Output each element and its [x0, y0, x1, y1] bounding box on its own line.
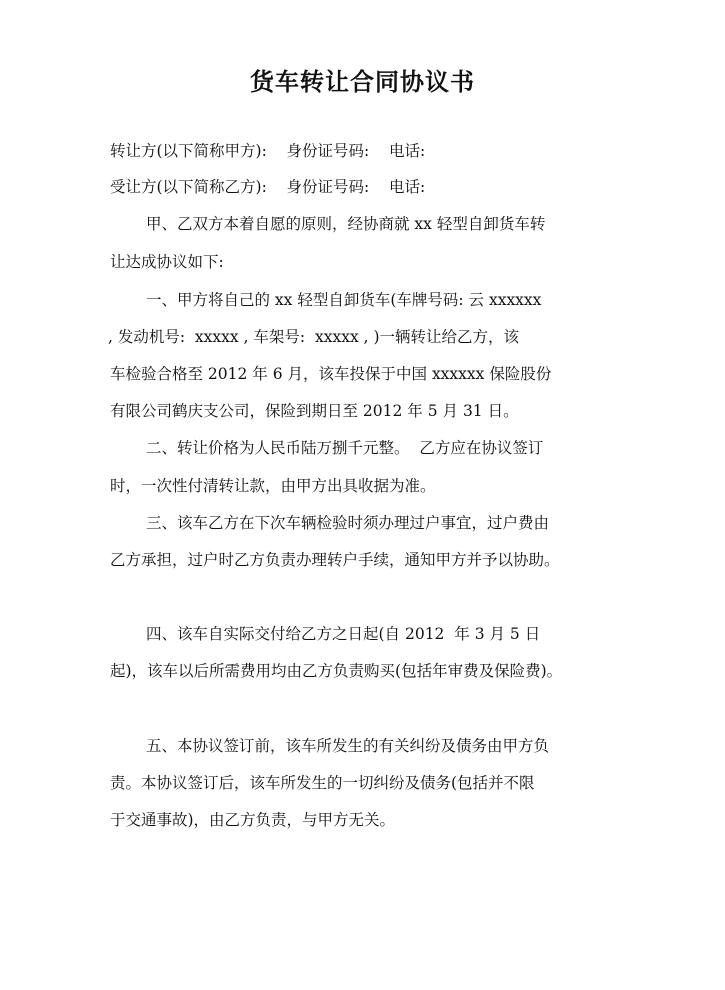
clause1-line-3: 车检验合格至 2012 年 6 月，该车投保于中国 xxxxxx 保险股份: [110, 365, 552, 383]
intro-line-2: 让达成协议如下:: [110, 253, 224, 271]
transferee-line: 受让方(以下简称乙方): 身份证号码: 电话:: [110, 178, 426, 196]
clause2-line-2: 时，一次性付清转让款，由甲方出具收据为准。: [110, 477, 436, 495]
clause1-line-4: 有限公司鹤庆支公司，保险到期日至 2012 年 5 月 31 日。: [110, 402, 519, 420]
document-title: 货车转让合同协议书: [250, 67, 475, 96]
clause1-line-2: , 发动机号: xxxxx , 车架号: xxxxx , )一辆转让给乙方，该: [108, 328, 520, 346]
clause5-line-1: 五、本协议签订前，该车所发生的有关纠纷及债务由甲方负: [146, 737, 550, 755]
clause3-line-2: 乙方承担，过户时乙方负责办理转户手续，通知甲方并予以协助。: [110, 551, 560, 569]
intro-line-1: 甲、乙双方本着自愿的原则，经协商就 xx 轻型自卸货车转: [146, 215, 546, 233]
clause5-line-3: 于交通事故)，由乙方负责，与甲方无关。: [110, 811, 396, 829]
clause4-line-2: 起)，该车以后所需费用均由乙方负责购买(包括年审费及保险费)。: [110, 662, 563, 680]
clause4-line-1: 四、该车自实际交付给乙方之日起(自 2012 年 3 月 5 日: [146, 625, 541, 643]
clause2-line-1: 二、转让价格为人民币陆万捌千元整。 乙方应在协议签订: [146, 439, 544, 457]
transferor-line: 转让方(以下简称甲方): 身份证号码: 电话:: [110, 142, 426, 160]
clause5-line-2: 责。本协议签订后，该车所发生的一切纠纷及债务(包括并不限: [110, 774, 535, 792]
clause3-line-1: 三、该车乙方在下次车辆检验时须办理过户事宜，过户费由: [146, 514, 550, 532]
clause1-line-1: 一、甲方将自己的 xx 轻型自卸货车(车牌号码: 云 xxxxxx: [146, 291, 542, 309]
